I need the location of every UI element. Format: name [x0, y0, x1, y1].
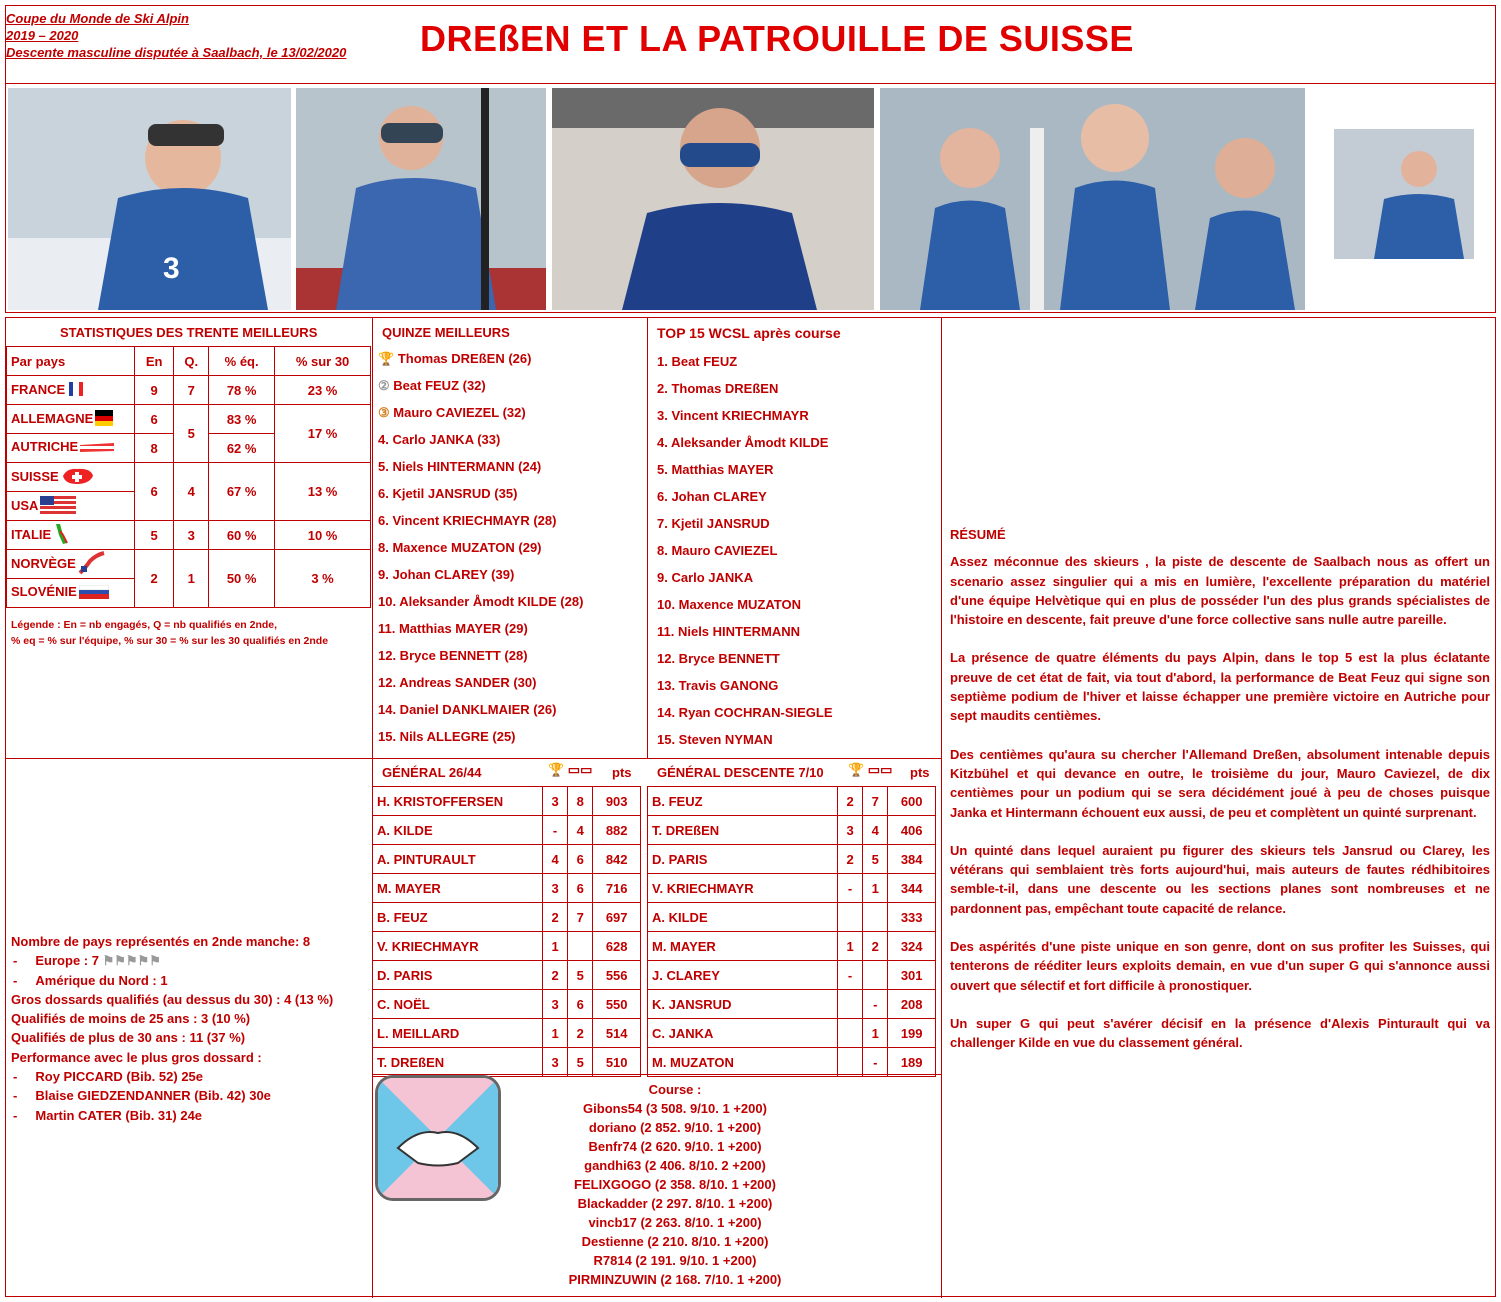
table-row — [648, 1048, 936, 1077]
quinze-list — [378, 345, 638, 750]
list-item — [378, 399, 638, 426]
descente-table — [647, 786, 936, 1077]
bib-name: Martin CATER (Bib. 31) — [35, 1107, 177, 1123]
points-cell: 199 — [888, 1019, 936, 1048]
table-row — [373, 816, 641, 845]
count-cell: 1 — [863, 874, 888, 903]
list-item: 6. Kjetil JANSRUD (35) — [378, 486, 518, 501]
count-cell: 3 — [543, 874, 568, 903]
count-cell: 3 — [543, 1048, 568, 1077]
list-item: 6. Johan CLAREY — [657, 489, 767, 504]
stats-col-s30: % sur 30 — [275, 347, 371, 376]
skier-name: B. FEUZ — [648, 787, 838, 816]
course-title: Course : — [648, 1082, 702, 1097]
count-cell: 3 — [543, 787, 568, 816]
list-item: 3. Vincent KRIECHMAYR — [657, 408, 809, 423]
count-cell: 1 — [543, 932, 568, 961]
stats-s30: 10 % — [275, 521, 371, 550]
stats-col-en: En — [135, 347, 174, 376]
skier-name: M. MAYER — [373, 874, 543, 903]
info-line: Qualifiés de plus de 30 ans : 11 (37 %) — [11, 1030, 246, 1046]
stats-s30: 13 % — [275, 463, 371, 521]
list-item: 4. Aleksander Åmodt KILDE — [657, 435, 829, 450]
table-row — [648, 903, 936, 932]
points-cell: 344 — [888, 874, 936, 903]
info-line: - Amérique du Nord : 1 — [13, 972, 168, 988]
list-item: Destienne (2 210. 8/10. 1 +200) — [581, 1234, 769, 1249]
wcsl-title: TOP 15 WCSL après course — [657, 325, 841, 341]
event-line1: Coupe du Monde de Ski Alpin — [6, 11, 189, 26]
list-item: 2. Thomas DREßEN — [657, 381, 779, 396]
skier-name: L. MEILLARD — [373, 1019, 543, 1048]
count-cell: 3 — [543, 990, 568, 1019]
count-cell: 7 — [863, 787, 888, 816]
country-name: ITALIE — [11, 526, 52, 542]
stats-q: 3 — [174, 521, 209, 550]
skier-name: V. KRIECHMAYR — [648, 874, 838, 903]
silver-medal-icon: ② — [378, 378, 390, 393]
country-name: FRANCE — [11, 381, 66, 397]
country-name: AUTRICHE — [11, 439, 79, 455]
stats-en: 5 — [135, 521, 174, 550]
count-cell: 5 — [568, 1048, 593, 1077]
stats-eq: 67 % — [209, 463, 275, 521]
count-cell: 5 — [568, 961, 593, 990]
stats-row — [7, 405, 371, 434]
table-row — [373, 874, 641, 903]
list-item: 10. Maxence MUZATON — [657, 597, 802, 612]
bib-rank: 24e — [180, 1107, 203, 1123]
table-row — [648, 845, 936, 874]
bib-name: Blaise GIEDZENDANNER (Bib. 42) — [35, 1088, 246, 1104]
bib-rank: 25e — [181, 1069, 204, 1085]
italy-flag-icon — [53, 523, 69, 548]
table-row — [373, 1048, 641, 1077]
count-cell — [568, 932, 593, 961]
country-name: SLOVÉNIE — [11, 584, 77, 600]
list-item: 6. Vincent KRIECHMAYR (28) — [378, 513, 557, 528]
skier-name: K. JANSRUD — [648, 990, 838, 1019]
handshake-logo-icon — [375, 1075, 501, 1201]
skier-name: C. JANKA — [648, 1019, 838, 1048]
skier-name: D. PARIS — [648, 845, 838, 874]
count-cell: - — [863, 1048, 888, 1077]
list-item: 10. Aleksander Åmodt KILDE (28) — [378, 594, 584, 609]
page-title: DREßEN ET LA PATROUILLE DE SUISSE — [420, 18, 1134, 59]
count-cell: 6 — [568, 845, 593, 874]
event-line2: 2019 – 2020 — [6, 28, 79, 43]
quinze-title: QUINZE MEILLEURS — [382, 325, 510, 340]
table-row — [373, 932, 641, 961]
photo-skier-4 — [1334, 129, 1474, 259]
skier-name: D. PARIS — [373, 961, 543, 990]
stats-en: 6 — [135, 463, 174, 521]
points-cell: 556 — [593, 961, 641, 990]
stats-col-q: Q. — [174, 347, 209, 376]
list-item: FELIXGOGO (2 358. 8/10. 1 +200) — [574, 1177, 776, 1192]
stats-eq: 62 % — [209, 434, 275, 463]
table-row — [648, 874, 936, 903]
count-cell — [863, 903, 888, 932]
stats-table — [6, 346, 371, 608]
svg-text:3: 3 — [163, 252, 180, 285]
list-item: doriano (2 852. 9/10. 1 +200) — [588, 1120, 762, 1135]
count-cell: 5 — [863, 845, 888, 874]
list-item: 8. Mauro CAVIEZEL — [657, 543, 778, 558]
list-item-label: Beat FEUZ (32) — [393, 378, 486, 393]
list-item: 13. Travis GANONG — [657, 678, 779, 693]
stats-row — [7, 521, 371, 550]
count-cell: 2 — [568, 1019, 593, 1048]
event-line3: Descente masculine disputée à Saalbach, le 13/02/2020 — [6, 45, 347, 60]
stats-header — [7, 347, 371, 376]
count-cell: 1 — [863, 1019, 888, 1048]
stats-en: 2 — [135, 550, 174, 608]
list-item: 11. Niels HINTERMANN — [657, 624, 801, 639]
table-row — [373, 990, 641, 1019]
points-cell: 189 — [888, 1048, 936, 1077]
legend-line1: Légende : En = nb engagés, Q = nb qualifiés en 2nde, — [11, 619, 278, 631]
points-cell: 882 — [593, 816, 641, 845]
count-cell: 2 — [543, 903, 568, 932]
stats-eq: 78 % — [209, 376, 275, 405]
list-item: 7. Kjetil JANSRUD — [657, 516, 770, 531]
count-cell: - — [863, 990, 888, 1019]
list-item — [378, 345, 638, 372]
list-item: Blackadder (2 297. 8/10. 1 +200) — [577, 1196, 773, 1211]
table-row — [648, 932, 936, 961]
stats-en: 8 — [135, 434, 174, 463]
skier-name: A. KILDE — [373, 816, 543, 845]
list-item: 4. Carlo JANKA (33) — [378, 432, 501, 447]
photo-strip — [5, 83, 1496, 313]
points-cell: 716 — [593, 874, 641, 903]
count-cell: 4 — [543, 845, 568, 874]
table-row — [648, 816, 936, 845]
stats-row — [7, 550, 371, 579]
trophy-icon: 🏆 — [378, 351, 395, 366]
bib-rank: 30e — [249, 1088, 271, 1104]
info-line: - Europe : 7 ⚑⚑⚑⚑⚑ — [13, 953, 161, 969]
list-item: 5. Niels HINTERMANN (24) — [378, 459, 542, 474]
stats-en: 9 — [135, 376, 174, 405]
list-item-label: Thomas DREßEN (26) — [397, 351, 532, 366]
count-cell: 6 — [568, 874, 593, 903]
resume-section — [950, 525, 1490, 1072]
skier-name: A. PINTURAULT — [373, 845, 543, 874]
points-cell: 510 — [593, 1048, 641, 1077]
count-cell: 8 — [568, 787, 593, 816]
usa-flag-icon — [40, 496, 76, 517]
points-cell: 628 — [593, 932, 641, 961]
skier-name: C. NOËL — [373, 990, 543, 1019]
info-line: Nombre de pays représentés en 2nde manche: 8 — [11, 934, 311, 949]
course-list — [520, 1080, 830, 1289]
list-item: vincb17 (2 263. 8/10. 1 +200) — [588, 1215, 762, 1230]
points-cell: 406 — [888, 816, 936, 845]
skier-name: J. CLAREY — [648, 961, 838, 990]
country-name: ALLEMAGNE — [11, 410, 94, 426]
count-cell — [863, 961, 888, 990]
list-item: Benfr74 (2 620. 9/10. 1 +200) — [588, 1139, 762, 1154]
table-row — [373, 787, 641, 816]
stats-eq: 60 % — [209, 521, 275, 550]
descente-title: GÉNÉRAL DESCENTE 7/10 — [657, 765, 824, 780]
list-item: 1. Beat FEUZ — [657, 354, 738, 369]
info-line: Gros dossards qualifiés (au dessus du 30) : 4 (13 %) — [11, 991, 334, 1007]
descente-pts-label: pts — [910, 765, 930, 780]
count-cell: 1 — [543, 1019, 568, 1048]
table-row — [373, 1019, 641, 1048]
bronze-medal-icon: ③ — [378, 405, 390, 420]
stats-col-eq: % éq. — [209, 347, 275, 376]
resume-paragraph: Un super G qui peut s'avérer décisif en la présence d'Alexis Pinturault qui va challenger Kilde en vue du classement général. — [950, 1015, 1490, 1051]
list-item: 12. Bryce BENNETT — [657, 651, 780, 666]
skier-name: A. KILDE — [648, 903, 838, 932]
points-cell: 324 — [888, 932, 936, 961]
points-cell: 514 — [593, 1019, 641, 1048]
count-cell: - — [838, 961, 863, 990]
points-cell: 301 — [888, 961, 936, 990]
stats-title: STATISTIQUES DES TRENTE MEILLEURS — [60, 325, 318, 340]
skier-name: V. KRIECHMAYR — [373, 932, 543, 961]
general-table — [372, 786, 641, 1077]
count-cell: 2 — [838, 845, 863, 874]
resume-paragraph: Des aspérités d'une piste unique en son genre, dont on sus profiter les Suisses, qui tenterons de rééditer leurs exploits demain, en vue d'un super G qui s'annonce aussi ouvert que sélectif et fort difficile à pronostiquer. — [950, 939, 1490, 993]
list-item: 15. Nils ALLEGRE (25) — [378, 729, 516, 744]
resume-paragraph: Assez méconnue des skieurs , la piste de descente de Saalbach nous as offert un scenario assez singulier qui a mis en lumière, l'excellente préparation du matériel d'une équipe Helvètique qui en plus de posséder l'un des plus grands spécialistes de l'histoire en descente, fait preuve d'une force collective sans nulle autre pareille. — [950, 554, 1490, 628]
count-cell: 2 — [863, 932, 888, 961]
stats-en: 6 — [135, 405, 174, 434]
count-cell: - — [543, 816, 568, 845]
info-line: Qualifiés de moins de 25 ans : 3 (10 %) — [11, 1011, 251, 1027]
germany-flag-icon — [95, 409, 113, 430]
points-cell: 333 — [888, 903, 936, 932]
count-cell — [838, 1019, 863, 1048]
resume-title: RÉSUMÉ — [950, 527, 1006, 542]
austria-flag-icon — [80, 440, 114, 457]
list-item: 9. Carlo JANKA — [657, 570, 754, 585]
info-line: Performance avec le plus gros dossard : — [11, 1049, 262, 1065]
slovenia-flag-icon — [79, 585, 109, 602]
info-europe: Europe : 7 — [35, 953, 99, 969]
resume-paragraph: La présence de quatre éléments du pays Alpin, dans le top 5 est la plus éclatante preuve de cet état de fait, via tout d'abord, la performance de Beat Feuz qui signe son septième podium de l'hiver et laisse échapper une première victoire en Autriche pour sept maudits centièmes. — [950, 650, 1490, 724]
table-row — [373, 903, 641, 932]
list-item: 12. Bryce BENNETT (28) — [378, 648, 528, 663]
stats-row — [7, 463, 371, 492]
count-cell: 2 — [838, 787, 863, 816]
skier-name: H. KRISTOFFERSEN — [373, 787, 543, 816]
list-item: 8. Maxence MUZATON (29) — [378, 540, 542, 555]
points-cell: 842 — [593, 845, 641, 874]
table-row — [373, 961, 641, 990]
list-item: R7814 (2 191. 9/10. 1 +200) — [593, 1253, 757, 1268]
info-line: - Blaise GIEDZENDANNER (Bib. 42) 30e — [13, 1088, 271, 1104]
stats-eq: 83 % — [209, 405, 275, 434]
count-cell: 3 — [838, 816, 863, 845]
stats-s30: 3 % — [275, 550, 371, 608]
info-america: Amérique du Nord : 1 — [35, 972, 168, 988]
country-name: USA — [11, 497, 39, 513]
skier-name: T. DREßEN — [373, 1048, 543, 1077]
count-cell: 4 — [863, 816, 888, 845]
photo-skier-2 — [296, 88, 546, 310]
photo-skier-1 — [8, 88, 291, 310]
table-row — [648, 787, 936, 816]
stats-q: 4 — [174, 463, 209, 521]
country-name: SUISSE — [11, 468, 59, 484]
table-row — [648, 961, 936, 990]
count-cell: 7 — [568, 903, 593, 932]
event-info — [6, 10, 346, 61]
list-item: 11. Matthias MAYER (29) — [378, 621, 528, 636]
stats-legend — [11, 617, 328, 649]
count-cell: - — [838, 874, 863, 903]
table-row — [648, 990, 936, 1019]
stats-q: 1 — [174, 550, 209, 608]
list-item: 15. Steven NYMAN — [657, 732, 773, 747]
points-cell: 208 — [888, 990, 936, 1019]
france-flag-icon — [67, 381, 85, 400]
wcsl-list — [657, 348, 927, 753]
list-item: 14. Ryan COCHRAN-SIEGLE — [657, 705, 833, 720]
general-title: GÉNÉRAL 26/44 — [382, 765, 482, 780]
stats-col-country: Par pays — [7, 347, 135, 376]
left-info — [11, 932, 333, 1125]
stats-s30: 23 % — [275, 376, 371, 405]
trophy-icon: 🏆 ▭▭ — [848, 762, 893, 777]
points-cell: 550 — [593, 990, 641, 1019]
stats-s30: 17 % — [275, 405, 371, 463]
count-cell: 6 — [568, 990, 593, 1019]
skier-name: M. MAYER — [648, 932, 838, 961]
legend-line2: % eq = % sur l'équipe, % sur 30 = % sur les 30 qualifiés en 2nde — [11, 635, 329, 647]
list-item: 9. Johan CLAREY (39) — [378, 567, 515, 582]
norway-flag-icon — [78, 551, 106, 578]
flags-icon: ⚑⚑⚑⚑⚑ — [102, 953, 161, 969]
trophy-icon: 🏆 ▭▭ — [548, 762, 593, 777]
info-line: - Martin CATER (Bib. 31) 24e — [13, 1107, 203, 1123]
points-cell: 697 — [593, 903, 641, 932]
points-cell: 384 — [888, 845, 936, 874]
list-item: PIRMINZUWIN (2 168. 7/10. 1 +200) — [568, 1272, 782, 1287]
list-item: 5. Matthias MAYER — [657, 462, 774, 477]
count-cell — [838, 990, 863, 1019]
count-cell: 4 — [568, 816, 593, 845]
bib-name: Roy PICCARD (Bib. 52) — [35, 1069, 178, 1085]
list-item: gandhi63 (2 406. 8/10. 2 +200) — [584, 1158, 766, 1173]
stats-q: 7 — [174, 376, 209, 405]
list-item: Gibons54 (3 508. 9/10. 1 +200) — [583, 1101, 767, 1116]
general-pts-label: pts — [612, 765, 632, 780]
skier-name: T. DREßEN — [648, 816, 838, 845]
skier-name: B. FEUZ — [373, 903, 543, 932]
photo-skier-3 — [552, 88, 874, 310]
list-item-label: Mauro CAVIEZEL (32) — [393, 405, 526, 420]
list-item: 12. Andreas SANDER (30) — [378, 675, 537, 690]
country-name: NORVÈGE — [11, 555, 76, 571]
switzerland-flag-icon — [61, 466, 95, 489]
photo-podium — [880, 88, 1305, 310]
table-row — [373, 845, 641, 874]
table-row — [648, 1019, 936, 1048]
count-cell — [838, 903, 863, 932]
info-line: - Roy PICCARD (Bib. 52) 25e — [13, 1069, 204, 1085]
count-cell: 1 — [838, 932, 863, 961]
skier-name: M. MUZATON — [648, 1048, 838, 1077]
stats-q: 5 — [174, 405, 209, 463]
stats-eq: 50 % — [209, 550, 275, 608]
count-cell: 2 — [543, 961, 568, 990]
points-cell: 600 — [888, 787, 936, 816]
count-cell — [838, 1048, 863, 1077]
points-cell: 903 — [593, 787, 641, 816]
resume-paragraph: Des centièmes qu'aura su chercher l'Allemand Dreßen, absolument intenable depuis Kitzbühel et qui devance en outre, le troisième du jour, Mauro Caviezel, de dix centièmes pour un podium qui se sera décidément joué à peu de choses puisque Janka et Hintermann échouent eux aussi, de peu et complètent un quinté surprenant. — [950, 746, 1490, 820]
list-item: 14. Daniel DANKLMAIER (26) — [378, 702, 557, 717]
resume-paragraph: Un quinté dans lequel auraient pu figurer des skieurs tels Jansrud ou Clarey, les vétérans qui semblaient très forts aujourd'hui, mais auteurs de fautes rédhibitoires semble-t-il, dans une descente ou les sections planes sont nombreuses et ne pardonnent pas, empêchant toute capacité de relance. — [950, 842, 1490, 916]
stats-row — [7, 376, 371, 405]
list-item — [378, 372, 638, 399]
